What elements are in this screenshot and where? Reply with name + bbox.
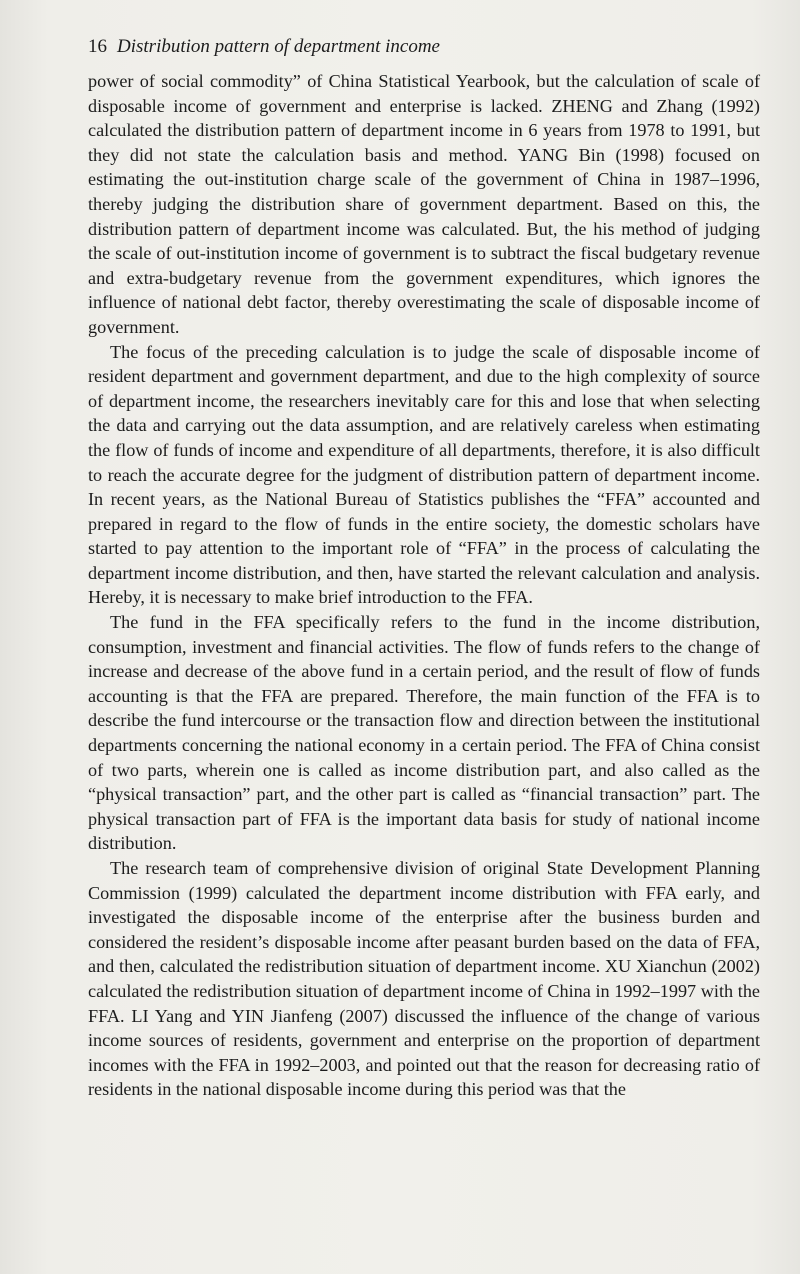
body-text [88,69,760,1102]
page-number: 16 [88,36,107,57]
paragraph-4: The research team of comprehensive division of original State Development Planning Commission (1999) calculated the department income distribution with FFA early, and investigated the disposable income of the enterprise after the business burden and considered the resident’s disposable income after peasant burden based on the data of FFA, and then, calculated the redistribution situation of department income. XU Xianchun (2002) calculated the redistribution situation of department income of China in 1992–1997 with the FFA. LI Yang and YIN Jianfeng (2007) discussed the influence of the change of various income sources of residents, government and enterprise on the proportion of department incomes with the FFA in 1992–2003, and pointed out that the reason for decreasing ratio of residents in the national disposable income during this period was that the [88,858,760,1100]
running-header [88,36,440,58]
running-title: Distribution pattern of department income [117,36,440,57]
paragraph-1: power of social commodity” of China Statistical Yearbook, but the calculation of scale of disposable income of government and enterprise is lacked. ZHENG and Zhang (1992) calculated the distribution pattern of department income in 6 years from 1978 to 1991, but they did not state the calculation basis and method. YANG Bin (1998) focused on estimating the out-institution charge scale of the government of China in 1987–1996, thereby judging the distribution share of government department. Based on this, the distribution pattern of department income was calculated. But, the his method of judging the scale of out-institution income of government is to subtract the fiscal budgetary revenue and extra-budgetary revenue from the government expenditures, which ignores the influence of national debt factor, thereby overestimating the scale of disposable income of government. [88,71,760,337]
paragraph-3: The fund in the FFA specifically refers to the fund in the income distribution, consumption, investment and financial activities. The flow of funds refers to the change of increase and decrease of the above fund in a certain period, and the result of flow of funds accounting is that the FFA are prepared. Therefore, the main function of the FFA is to describe the fund intercourse or the transaction flow and direction between the institutional departments concerning the national economy in a certain period. The FFA of China consist of two parts, wherein one is called as income distribution part, and also called as the “physical transaction” part, and the other part is called as “financial transaction” part. The physical transaction part of FFA is the important data basis for study of national income distribution. [88,612,760,854]
paragraph-2: The focus of the preceding calculation is to judge the scale of disposable income of resident department and government department, and due to the high complexity of source of department income, the researchers inevitably care for this and lose that when selecting the data and carrying out the data assumption, and are relatively careless when estimating the flow of funds of income and expenditure of all departments, therefore, it is also difficult to reach the accurate degree for the judgment of distribution pattern of department income. In recent years, as the National Bureau of Statistics publishes the “FFA” accounted and prepared in regard to the flow of funds in the entire society, the domestic scholars have started to pay attention to the important role of “FFA” in the process of calculating the department income distribution, and then, have started the relevant calculation and analysis. Hereby, it is necessary to make brief introduction to the FFA. [88,341,760,608]
